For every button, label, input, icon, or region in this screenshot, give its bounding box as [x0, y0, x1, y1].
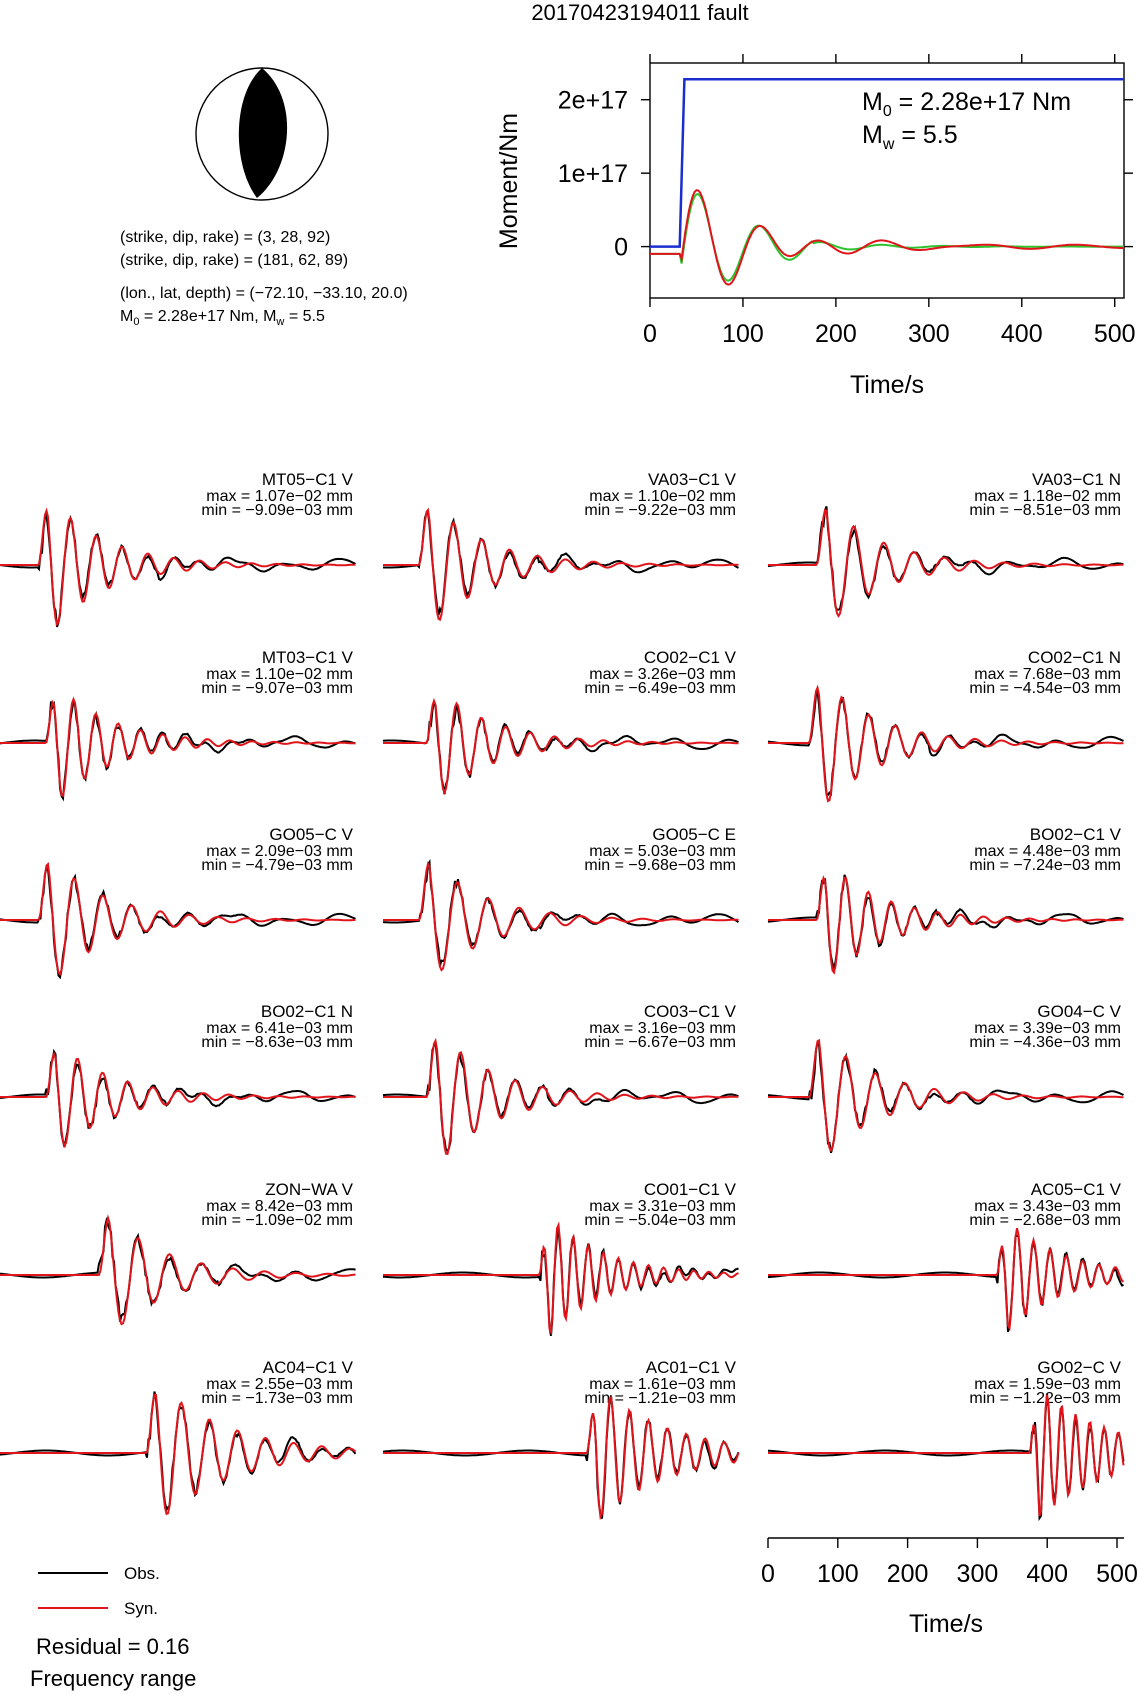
moment-x-label: Time/s — [849, 371, 925, 399]
trace-station-label: ZON−WA V — [265, 1180, 353, 1199]
observed-waveform — [0, 515, 356, 627]
m0-annotation: $M_0 = 2.28e+17$ Nm — [862, 88, 1072, 120]
trace-min-label: min = −4.79e−03 mm — [201, 857, 353, 874]
trace-max-label: max = 7.68e−03 mm — [974, 666, 1121, 683]
trace-max-label: max = 2.55e−03 mm — [206, 1376, 353, 1393]
moment-y-tick-label: 0 — [614, 233, 628, 262]
trace-max-label: max = 1.07e−02 mm — [206, 488, 353, 505]
trace-panel — [0, 1358, 356, 1514]
trace-station-label: AC05−C1 V — [1030, 1180, 1121, 1199]
bottom-x-tick-label: 0 — [761, 1560, 775, 1588]
trace-panel — [383, 1180, 739, 1336]
synthetic-waveform — [768, 1228, 1124, 1328]
observed-waveform — [768, 1236, 1124, 1332]
trace-station-label: CO02−C1 N — [1027, 648, 1121, 667]
synthetic-waveform — [768, 688, 1124, 801]
figure-title: 20170423194011 fault — [531, 0, 749, 25]
frequency-range-text: Frequency range — [30, 1666, 197, 1691]
trace-min-label: min = −8.51e−03 mm — [969, 502, 1121, 519]
trace-station-label: BO02−C1 V — [1029, 825, 1121, 844]
trace-min-label: min = −8.63e−03 mm — [201, 1034, 353, 1051]
moment-x-tick-label: 500 — [1093, 320, 1136, 348]
waveform-grid — [0, 470, 1124, 1519]
trace-panel — [383, 825, 739, 970]
observed-waveform — [768, 1394, 1124, 1518]
bottom-x-label: Time/s — [908, 1610, 984, 1638]
mechanism-line-1: (strike, dip, rake) = (3, 28, 92) — [120, 229, 331, 246]
trace-max-label: max = 2.09e−03 mm — [206, 843, 353, 860]
trace-panel — [768, 1180, 1124, 1332]
bottom-x-tick-label: 500 — [1096, 1560, 1138, 1588]
trace-station-label: GO05−C V — [269, 825, 353, 844]
trace-max-label: max = 1.61e−03 mm — [589, 1376, 736, 1393]
trace-max-label: max = 5.03e−03 mm — [589, 843, 736, 860]
synthetic-waveform — [383, 1398, 739, 1517]
trace-min-label: min = −6.49e−03 mm — [584, 680, 736, 697]
trace-min-label: min = −2.68e−03 mm — [969, 1212, 1121, 1229]
synthetic-waveform — [0, 1218, 356, 1324]
trace-station-label: CO02−C1 V — [643, 648, 736, 667]
trace-max-label: max = 3.43e−03 mm — [974, 1198, 1121, 1215]
trace-min-label: min = −9.09e−03 mm — [201, 502, 353, 519]
trace-station-label: VA03−C1 N — [1032, 470, 1121, 489]
bottom-x-tick-label: 200 — [886, 1560, 929, 1588]
synthetic-waveform — [768, 1040, 1124, 1150]
trace-min-label: min = −4.54e−03 mm — [969, 680, 1121, 697]
beachball — [196, 68, 328, 200]
trace-max-label: max = 1.59e−03 mm — [974, 1376, 1121, 1393]
synthetic-waveform — [383, 1225, 739, 1332]
trace-min-label: min = −1.22e−03 mm — [969, 1390, 1121, 1407]
synthetic-waveform — [0, 1395, 356, 1514]
bottom-x-tick-label: 400 — [1026, 1560, 1069, 1588]
observed-waveform — [0, 1052, 356, 1148]
trace-panel — [768, 1002, 1124, 1153]
moment-x-tick-label: 0 — [643, 320, 657, 348]
trace-max-label: max = 8.42e−03 mm — [206, 1198, 353, 1215]
trace-min-label: min = −7.24e−03 mm — [969, 857, 1121, 874]
bottom-x-tick-label: 300 — [956, 1560, 999, 1588]
mechanism-line-4: $M_0 = 2.28e+17$ Nm, $M_w = 5.5$ — [120, 308, 325, 328]
trace-min-label: min = −1.21e−03 mm — [584, 1390, 736, 1407]
moment-x-tick-label: 300 — [907, 320, 950, 348]
trace-max-label: max = 4.48e−03 mm — [974, 843, 1121, 860]
trace-panel — [0, 648, 356, 798]
moment-y-tick-label: 2e+17 — [557, 86, 628, 115]
trace-station-label: AC01−C1 V — [645, 1358, 736, 1377]
trace-panel — [0, 1002, 356, 1147]
moment-panel — [495, 54, 1136, 399]
moment-y-label: Moment/Nm — [495, 112, 523, 250]
trace-station-label: MT03−C1 V — [261, 648, 353, 667]
trace-max-label: max = 3.31e−03 mm — [589, 1198, 736, 1215]
trace-min-label: min = −4.36e−03 mm — [969, 1034, 1121, 1051]
legend-obs-label: Obs. — [124, 1564, 160, 1583]
trace-max-label: max = 1.10e−02 mm — [206, 666, 353, 683]
trace-panel — [383, 1358, 739, 1519]
trace-panel — [383, 648, 739, 794]
moment-x-tick-label: 200 — [815, 320, 857, 348]
trace-panel — [383, 1002, 739, 1154]
moment-rate-curve-alt — [650, 194, 1124, 281]
trace-min-label: min = −1.73e−03 mm — [201, 1390, 353, 1407]
residual-text: Residual = 0.16 — [36, 1634, 190, 1659]
bottom-x-ticks — [761, 1538, 1138, 1588]
trace-min-label: min = −1.09e−02 mm — [201, 1212, 353, 1229]
synthetic-waveform — [0, 699, 356, 796]
trace-panel — [383, 470, 739, 620]
moment-y-tick-label: 1e+17 — [557, 160, 628, 189]
observed-waveform — [0, 1392, 356, 1510]
trace-station-label: GO02−C V — [1037, 1358, 1121, 1377]
trace-station-label: CO03−C1 V — [643, 1002, 736, 1021]
trace-min-label: min = −5.04e−03 mm — [584, 1212, 736, 1229]
trace-panel — [768, 648, 1124, 801]
observed-waveform — [383, 862, 739, 965]
trace-station-label: GO04−C V — [1037, 1002, 1121, 1021]
synthetic-waveform — [0, 864, 356, 974]
moment-x-tick-label: 400 — [1000, 320, 1043, 348]
legend-syn-label: Syn. — [124, 1599, 159, 1618]
trace-station-label: BO02−C1 N — [260, 1002, 353, 1021]
mechanism-text — [120, 229, 408, 328]
mechanism-line-2: (strike, dip, rake) = (181, 62, 89) — [120, 252, 349, 269]
trace-max-label: max = 6.41e−03 mm — [206, 1020, 353, 1037]
trace-max-label: max = 3.16e−03 mm — [589, 1020, 736, 1037]
observed-waveform — [383, 1396, 739, 1519]
trace-panel — [768, 1358, 1124, 1518]
trace-station-label: MT05−C1 V — [261, 470, 353, 489]
bottom-time-axis — [761, 1538, 1138, 1638]
trace-panel — [768, 470, 1124, 616]
trace-panel — [0, 1180, 356, 1324]
trace-station-label: GO05−C E — [652, 825, 736, 844]
bottom-x-tick-label: 100 — [816, 1560, 859, 1588]
trace-station-label: CO01−C1 V — [643, 1180, 736, 1199]
mw-annotation: $M_w = 5.5$ — [862, 121, 958, 153]
trace-station-label: AC04−C1 V — [262, 1358, 353, 1377]
trace-max-label: max = 3.39e−03 mm — [974, 1020, 1121, 1037]
trace-panel — [768, 825, 1124, 973]
synthetic-waveform — [383, 701, 739, 793]
trace-min-label: min = −9.22e−03 mm — [584, 502, 736, 519]
trace-panel — [0, 825, 356, 977]
legend — [30, 1564, 196, 1691]
trace-min-label: min = −9.07e−03 mm — [201, 680, 353, 697]
synthetic-waveform — [383, 510, 739, 620]
trace-max-label: max = 1.10e−02 mm — [589, 488, 736, 505]
synthetic-waveform — [768, 878, 1124, 973]
trace-max-label: max = 3.26e−03 mm — [589, 666, 736, 683]
trace-station-label: VA03−C1 V — [647, 470, 736, 489]
trace-min-label: min = −6.67e−03 mm — [584, 1034, 736, 1051]
moment-x-tick-label: 100 — [722, 320, 764, 348]
synthetic-waveform — [0, 1054, 356, 1146]
observed-waveform — [0, 702, 356, 799]
mechanism-line-3: (lon., lat, depth) = (−72.10, −33.10, 20.0) — [120, 285, 408, 302]
trace-min-label: min = −9.68e−03 mm — [584, 857, 736, 874]
trace-max-label: max = 1.18e−02 mm — [974, 488, 1121, 505]
trace-panel — [0, 470, 356, 627]
